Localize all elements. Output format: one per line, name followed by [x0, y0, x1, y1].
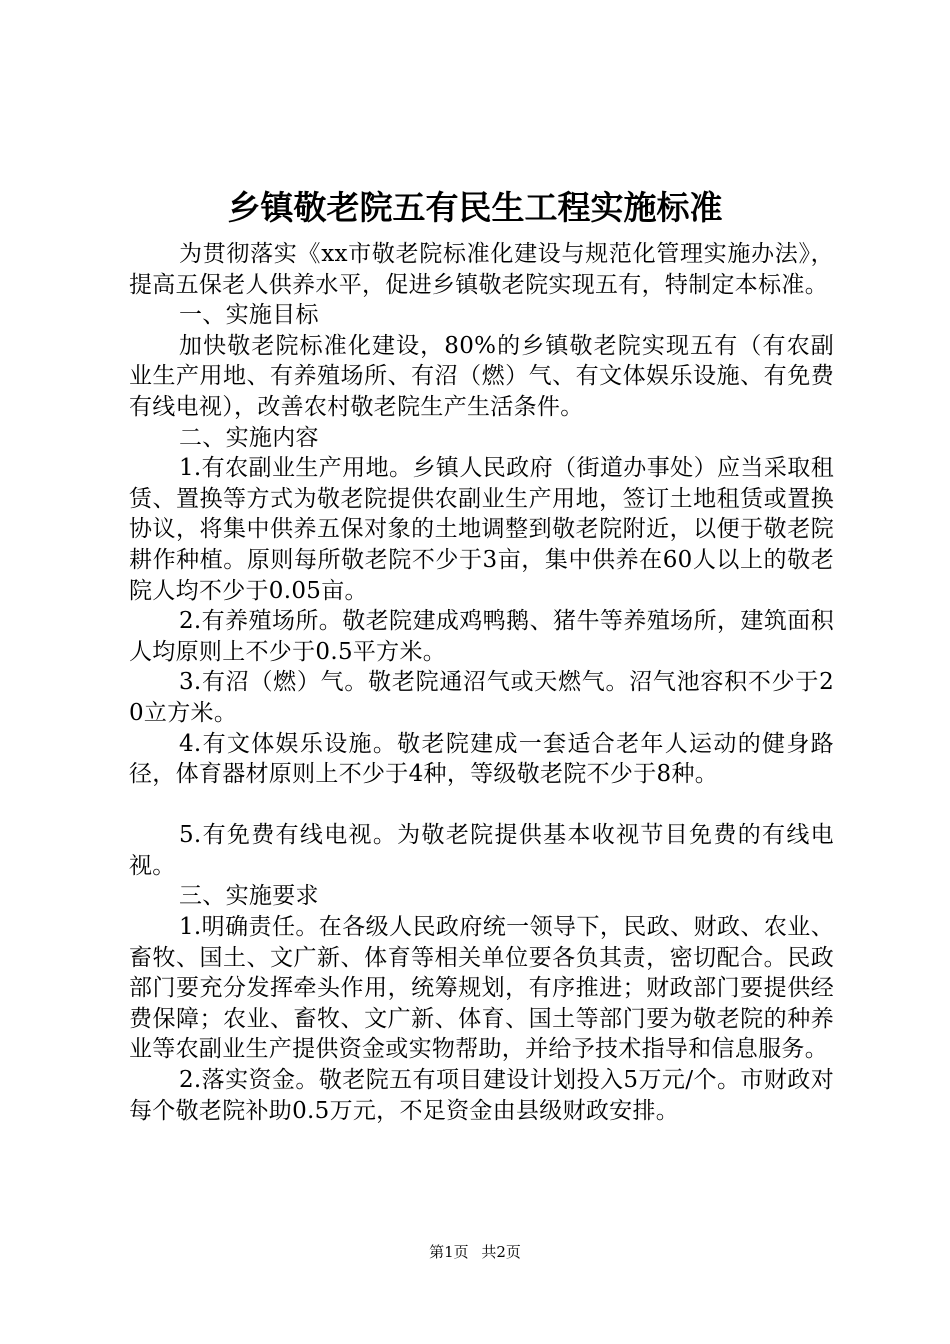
section-heading-goals: 一、实施目标	[179, 302, 319, 329]
section-heading-requirements: 三、实施要求	[179, 883, 319, 910]
goals-paragraph: 加快敬老院标准化建设，80%的乡镇敬老院实现五有（有农副业生产用地、有养殖场所、有沼（燃）气、有文体娱乐设施、有免费有线电视），改善农村敬老院生产生活条件。	[129, 332, 834, 420]
content-item-breeding: 2.有养殖场所。敬老院建成鸡鸭鹅、猪牛等养殖场所，建筑面积人均原则上不少于0.5平方米。	[129, 608, 834, 665]
page-footer	[0, 1242, 950, 1262]
content-item-recreation: 4.有文体娱乐设施。敬老院建成一套适合老年人运动的健身路径，体育器材原则上不少于4种，等级敬老院不少于8种。	[129, 730, 834, 788]
page-total: 共2页	[481, 1243, 521, 1261]
intro-paragraph: 为贯彻落实《xx市敬老院标准化建设与规范化管理实施办法》，提高五保老人供养水平，促进乡镇敬老院实现五有，特制定本标准。	[129, 241, 834, 298]
section-heading-content: 二、实施内容	[179, 424, 319, 451]
paragraph-gap	[129, 790, 834, 821]
requirement-item-funding: 2.落实资金。敬老院五有项目建设计划投入5万元/个。市财政对每个敬老院补助0.5万元，不足资金由县级财政安排。	[129, 1067, 834, 1124]
document-body	[129, 239, 834, 1126]
content-item-farmland: 1.有农副业生产用地。乡镇人民政府（街道办事处）应当采取租赁、置换等方式为敬老院提供农副业生产用地，签订土地租赁或置换协议，将集中供养五保对象的土地调整到敬老院附近，以便于敬老院耕作种植。原则每所敬老院不少于3亩，集中供养在60人以上的敬老院人均不少于0.05亩。	[129, 455, 834, 604]
content-item-cable-tv: 5.有免费有线电视。为敬老院提供基本收视节目免费的有线电视。	[129, 822, 834, 879]
page-number: 第1页	[429, 1243, 469, 1261]
content-item-biogas: 3.有沼（燃）气。敬老院通沼气或天燃气。沼气池容积不少于20立方米。	[129, 669, 834, 726]
document-title: 乡镇敬老院五有民生工程实施标准	[227, 188, 723, 227]
requirement-item-responsibility: 1.明确责任。在各级人民政府统一领导下，民政、财政、农业、畜牧、国土、文广新、体育等相关单位要各负其责，密切配合。民政部门要充分发挥牵头作用，统筹规划，有序推进；财政部门要提供经费保障；农业、畜牧、文广新、体育、国土等部门要为敬老院的种养业等农副业生产提供资金或实物帮助，并给予技术指导和信息服务。	[129, 914, 834, 1063]
